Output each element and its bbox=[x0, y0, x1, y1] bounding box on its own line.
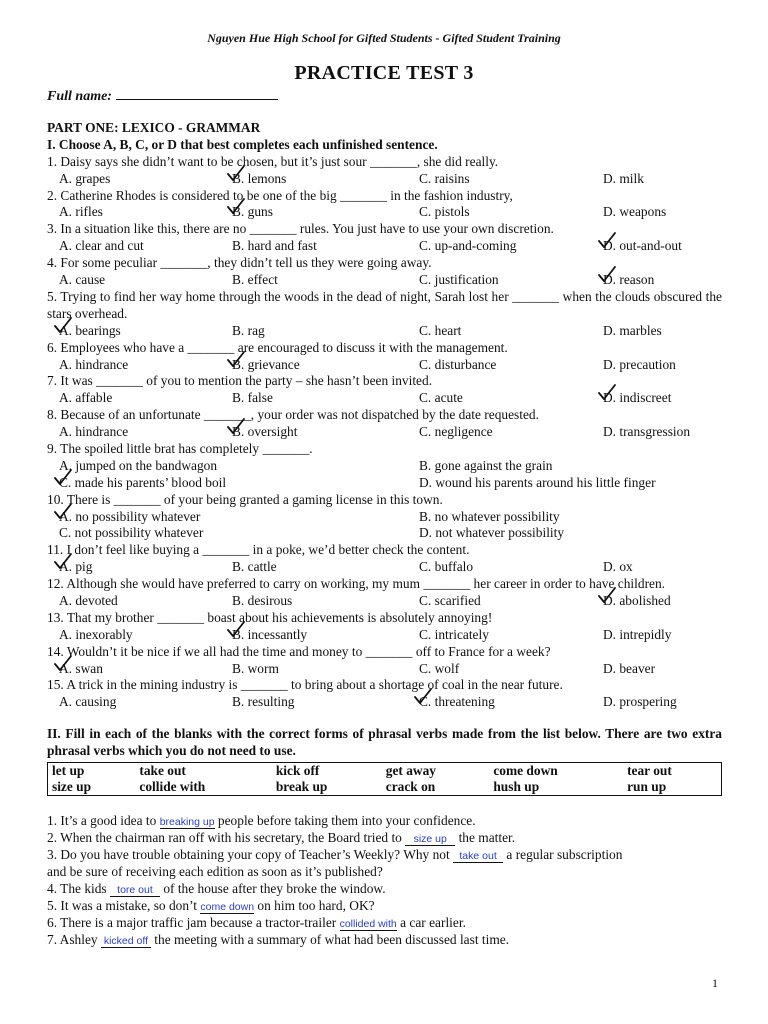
checkmark-icon bbox=[597, 265, 617, 285]
full-name-label: Full name bbox=[47, 89, 108, 104]
options-row bbox=[47, 204, 722, 221]
answer-option[interactable]: B. worm bbox=[232, 660, 279, 676]
options-row bbox=[47, 171, 722, 188]
answer-option[interactable]: B. incessantly bbox=[232, 627, 307, 644]
answer-option[interactable]: D. reason bbox=[603, 272, 654, 289]
checkmark-icon bbox=[53, 552, 73, 572]
options-row bbox=[47, 272, 722, 289]
phrasal-verb-cell: collide with bbox=[139, 779, 206, 795]
answer-option[interactable]: C. wolf bbox=[419, 660, 460, 676]
phrasal-verb-cell: kick off bbox=[275, 763, 320, 779]
fill-in-text-after: the matter. bbox=[455, 830, 516, 846]
fill-in-text-before: and be sure of receiving each edition as soon as it’s published? bbox=[47, 864, 383, 880]
phrasal-verb-cell: hush up bbox=[493, 779, 540, 795]
checkmark-icon bbox=[53, 502, 73, 522]
answer-option[interactable]: D. out-and-out bbox=[603, 238, 682, 255]
question-list bbox=[47, 154, 722, 711]
options-row bbox=[47, 238, 722, 255]
fill-in-text-before: 1. It’s a good idea to bbox=[47, 813, 160, 829]
answer-option[interactable]: D. wound his parents around his little finger bbox=[419, 474, 656, 490]
answer-option[interactable]: C. buffalo bbox=[419, 559, 474, 575]
answer-option[interactable]: B. lemons bbox=[232, 171, 286, 188]
question-text: 5. Trying to find her way home through the woods in the dead of night, Sarah lost her _______ when the clouds obscured the stars overhead. bbox=[47, 288, 722, 321]
answer-option[interactable]: A. clear and cut bbox=[59, 238, 144, 254]
answer-option[interactable]: C. justification bbox=[419, 272, 499, 288]
page-number: 1 bbox=[712, 976, 718, 990]
answer-blank[interactable]: breaking up bbox=[159, 816, 215, 829]
fill-in-text-after: people before taking them into your confidence. bbox=[214, 813, 476, 829]
question-text: 10. There is _______ of your being granted a gaming license in this town. bbox=[47, 491, 443, 507]
question-text: 6. Employees who have a _______ are encouraged to discuss it with the management. bbox=[47, 339, 508, 355]
answer-option[interactable]: D. abolished bbox=[603, 593, 671, 610]
answer-option[interactable]: A. jumped on the bandwagon bbox=[59, 457, 218, 473]
phrasal-verb-cell: let up bbox=[52, 763, 85, 779]
options-row bbox=[47, 593, 722, 610]
fill-in-text-before: 4. The kids bbox=[47, 881, 110, 897]
answer-option[interactable]: D. not whatever possibility bbox=[419, 525, 565, 541]
test-content bbox=[47, 120, 722, 948]
answer-option[interactable]: A. inexorably bbox=[59, 626, 133, 642]
fill-in-item bbox=[47, 863, 722, 880]
section2-heading: II. Fill in each of the blanks with the correct forms of phrasal verbs made from the list below. There are two extra phrasal verbs which you do not need to use. bbox=[47, 726, 722, 759]
answer-option[interactable]: C. negligence bbox=[419, 424, 493, 440]
options-row bbox=[47, 509, 722, 526]
full-name-field: Full name: bbox=[47, 87, 278, 105]
answer-option[interactable]: C. up-and-coming bbox=[419, 238, 517, 254]
answer-blank[interactable]: tore out bbox=[110, 884, 160, 897]
phrasal-verb-cell: take out bbox=[139, 763, 186, 779]
fill-in-text-after: on him too hard, OK? bbox=[254, 898, 375, 914]
fill-in-item bbox=[47, 812, 722, 829]
phrasal-verb-cell: get away bbox=[385, 763, 436, 779]
answer-option[interactable]: C. scarified bbox=[419, 592, 481, 608]
options-row bbox=[47, 323, 722, 340]
answer-option[interactable]: B. oversight bbox=[232, 424, 297, 441]
phrasal-verb-cell: crack on bbox=[385, 779, 436, 795]
answer-option[interactable]: B. hard and fast bbox=[232, 238, 317, 254]
answer-option[interactable]: D. marbles bbox=[603, 322, 662, 338]
question-text: 2. Catherine Rhodes is considered to be one of the big _______ in the fashion industry, bbox=[47, 187, 513, 203]
phrasal-verb-row bbox=[48, 779, 722, 796]
answer-option[interactable]: A. bearings bbox=[59, 323, 121, 340]
answer-option[interactable]: B. resulting bbox=[232, 694, 295, 710]
fill-in-list bbox=[47, 812, 722, 948]
phrasal-verb-cell: tear out bbox=[627, 763, 672, 779]
answer-option[interactable]: A. swan bbox=[59, 661, 103, 678]
question-text: 9. The spoiled little brat has completely _______. bbox=[47, 440, 313, 456]
question-text: 1. Daisy says she didn’t want to be chosen, but it’s just sour _______, she did really. bbox=[47, 153, 499, 169]
checkmark-icon bbox=[413, 687, 433, 707]
options-row bbox=[47, 627, 722, 644]
answer-blank[interactable]: take out bbox=[453, 850, 503, 863]
options-row bbox=[47, 559, 722, 576]
answer-option[interactable]: C. heart bbox=[419, 322, 462, 338]
fill-in-text-before: 6. There is a major traffic jam because a tractor-trailer bbox=[47, 915, 340, 931]
fill-in-text-after: a car earlier. bbox=[396, 915, 466, 931]
answer-option[interactable]: C. disturbance bbox=[419, 356, 497, 372]
answer-option[interactable]: D. intrepidly bbox=[603, 626, 672, 642]
fill-in-item bbox=[47, 880, 722, 897]
answer-option[interactable]: C. threatening bbox=[419, 694, 495, 711]
fill-in-text-after: a regular subscription bbox=[503, 847, 623, 863]
options-row bbox=[47, 475, 722, 492]
phrasal-verb-cell: break up bbox=[275, 779, 328, 795]
checkmark-icon bbox=[53, 654, 73, 674]
answer-option[interactable]: C. acute bbox=[419, 390, 463, 406]
answer-option[interactable]: D. transgression bbox=[603, 424, 691, 440]
answer-option[interactable]: D. precaution bbox=[603, 356, 676, 372]
answer-option[interactable]: D. milk bbox=[603, 170, 644, 186]
answer-option[interactable]: C. not possibility whatever bbox=[59, 525, 204, 541]
answer-option[interactable]: D. ox bbox=[603, 559, 633, 575]
options-row bbox=[47, 694, 722, 711]
answer-option[interactable]: A. cause bbox=[59, 272, 106, 288]
answer-option[interactable]: A. no possibility whatever bbox=[59, 509, 200, 526]
answer-option[interactable]: A. hindrance bbox=[59, 424, 129, 440]
question-text: 4. For some peculiar _______, they didn’t tell us they were going away. bbox=[47, 255, 432, 271]
options-row bbox=[47, 357, 722, 374]
phrasal-verb-cell: come down bbox=[493, 763, 558, 779]
answer-option[interactable]: A. causing bbox=[59, 694, 117, 710]
answer-blank[interactable]: come down bbox=[200, 901, 255, 914]
answer-option[interactable]: C. intricately bbox=[419, 626, 489, 642]
answer-option[interactable]: C. made his parents’ blood boil bbox=[59, 475, 226, 492]
answer-option[interactable]: C. raisins bbox=[419, 170, 470, 186]
checkmark-icon bbox=[226, 620, 246, 640]
answer-option[interactable]: B. cattle bbox=[232, 559, 277, 575]
answer-option[interactable]: B. false bbox=[232, 390, 273, 406]
answer-option[interactable]: B. effect bbox=[232, 272, 278, 288]
question-text: 12. Although she would have preferred to carry on working, my mum _______ her career in order to have children. bbox=[47, 576, 666, 592]
question-text: 14. Wouldn’t it be nice if we all had the time and money to _______ off to France for a week? bbox=[47, 643, 551, 659]
answer-option[interactable]: D. weapons bbox=[603, 204, 667, 220]
page-title: PRACTICE TEST 3 bbox=[294, 62, 474, 84]
answer-option[interactable]: A. devoted bbox=[59, 592, 118, 608]
school-header: Nguyen Hue High School for Gifted Students - Gifted Student Training bbox=[207, 31, 561, 45]
answer-blank[interactable]: collided with bbox=[339, 918, 397, 931]
question-text: 3. In a situation like this, there are no _______ rules. You just have to use your own discretion. bbox=[47, 221, 554, 237]
fill-in-text-before: 2. When the chairman ran off with his secretary, the Board tried to bbox=[47, 830, 406, 846]
fill-in-text-after: of the house after they broke the window. bbox=[159, 881, 386, 897]
checkmark-icon bbox=[226, 350, 246, 370]
checkmark-icon bbox=[597, 383, 617, 403]
fill-in-item bbox=[47, 897, 722, 914]
options-row bbox=[47, 390, 722, 407]
options-row bbox=[47, 525, 722, 542]
part-heading: PART ONE: LEXICO - GRAMMAR bbox=[47, 120, 261, 135]
fill-in-item bbox=[47, 846, 722, 863]
answer-option[interactable]: A. affable bbox=[59, 390, 113, 406]
phrasal-verb-table bbox=[47, 762, 722, 796]
fill-in-item bbox=[47, 931, 722, 948]
answer-option[interactable]: D. prospering bbox=[603, 694, 677, 710]
answer-option[interactable]: B. gone against the grain bbox=[419, 457, 553, 473]
question-text: 7. It was _______ of you to mention the party – she hasn’t been invited. bbox=[47, 373, 433, 389]
answer-option[interactable]: D. beaver bbox=[603, 660, 656, 676]
question-text: 8. Because of an unfortunate _______, your order was not dispatched by the date requested. bbox=[47, 407, 539, 423]
answer-option[interactable]: B. grievance bbox=[232, 357, 300, 374]
checkmark-icon bbox=[597, 231, 617, 251]
question-text: 15. A trick in the mining industry is _______ to bring about a shortage of coal in the near future. bbox=[47, 677, 563, 693]
fill-in-item bbox=[47, 914, 722, 931]
checkmark-icon bbox=[226, 197, 246, 217]
fill-in-item bbox=[47, 829, 722, 846]
answer-option[interactable]: B. guns bbox=[232, 204, 273, 221]
fill-in-text-before: 7. Ashley bbox=[47, 932, 101, 948]
answer-option[interactable]: A. grapes bbox=[59, 170, 111, 186]
checkmark-icon bbox=[226, 417, 246, 437]
answer-blank[interactable]: kicked off bbox=[101, 935, 151, 948]
question-text: 13. That my brother _______ boast about his achievements is absolutely annoying! bbox=[47, 609, 493, 625]
answer-option[interactable]: B. desirous bbox=[232, 592, 293, 608]
full-name-blank[interactable] bbox=[116, 87, 278, 100]
checkmark-icon bbox=[597, 586, 617, 606]
phrasal-verb-row bbox=[48, 763, 722, 780]
question-text: 11. I don’t feel like buying a _______ in a poke, we’d better check the content. bbox=[47, 542, 470, 558]
fill-in-text-before: 3. Do you have trouble obtaining your copy of Teacher’s Weekly? Why not bbox=[47, 847, 454, 863]
answer-option[interactable]: C. pistols bbox=[419, 204, 470, 220]
answer-option[interactable]: A. hindrance bbox=[59, 356, 129, 372]
answer-option[interactable]: D. indiscreet bbox=[603, 390, 671, 407]
answer-option[interactable]: B. rag bbox=[232, 322, 265, 338]
checkmark-icon bbox=[53, 316, 73, 336]
fill-in-text-after: the meeting with a summary of what had been discussed last time. bbox=[150, 932, 510, 948]
answer-option[interactable]: B. no whatever possibility bbox=[419, 508, 560, 524]
options-row bbox=[47, 458, 722, 475]
options-row bbox=[47, 661, 722, 678]
fill-in-text-before: 5. It was a mistake, so don’t bbox=[47, 898, 201, 914]
answer-blank[interactable]: size up bbox=[405, 833, 455, 846]
checkmark-icon bbox=[53, 468, 73, 488]
section1-heading: I. Choose A, B, C, or D that best completes each unfinished sentence. bbox=[47, 136, 438, 152]
phrasal-verb-cell: run up bbox=[627, 779, 667, 795]
options-row bbox=[47, 424, 722, 441]
answer-option[interactable]: A. pig bbox=[59, 559, 92, 576]
checkmark-icon bbox=[226, 164, 246, 184]
answer-option[interactable]: A. rifles bbox=[59, 204, 103, 220]
phrasal-verb-cell: size up bbox=[52, 779, 92, 795]
